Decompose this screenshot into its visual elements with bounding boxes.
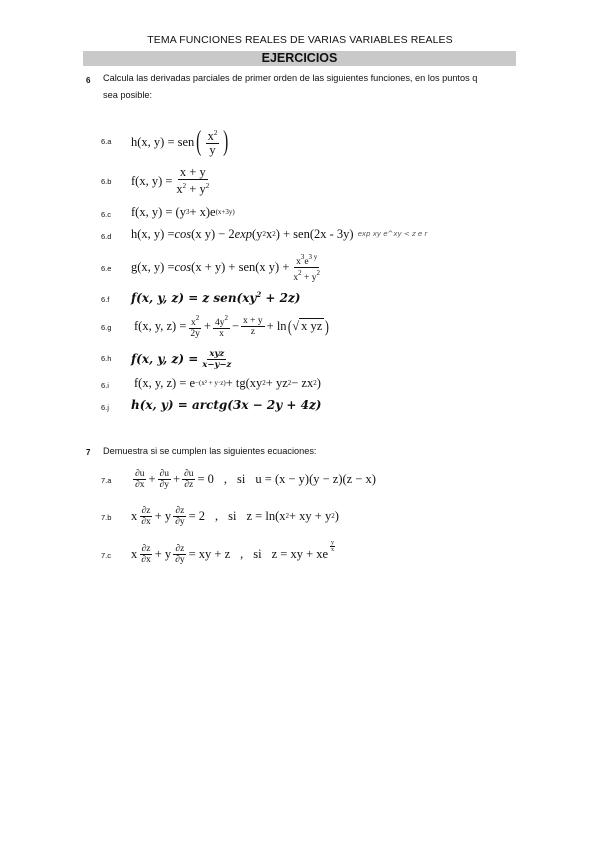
- label-6e: 6.e: [101, 264, 112, 273]
- paren-left: (: [196, 126, 202, 157]
- label-6g: 6.g: [101, 323, 112, 332]
- page-header: TEMA FUNCIONES REALES DE VARIAS VARIABLES REALES: [147, 34, 453, 46]
- paren-right: ): [223, 126, 229, 157]
- equation-7a: $\frac{\partial u}{\partial x}$ + $\frac{\partial u}{\partial y}$ + $\frac{\partial u}{\partial z}$ = 0 , si u = (x − y)(y − z)(z − x): [135, 468, 376, 490]
- label-6f: 6.f: [101, 295, 110, 304]
- equation-7b: x $\frac{\partial z}{\partial x}$ + y $\frac{\partial z}{\partial y}$ = 2 , si z = ln (x 2 + xy + y 2 ): [131, 505, 339, 527]
- label-6b: 6.b: [101, 177, 112, 186]
- equation-6c: f(x, y) = (y 3 + x)e (x+3y): [131, 204, 235, 219]
- exercise-6-prompt: [103, 70, 523, 104]
- exercise-7-number: 7: [86, 448, 91, 457]
- equation-6g: f(x, y, z) = $\frac{x^2}{2y}$ + $\frac{4y^2}{x}$ − $\frac{x + y}{z}$ + ln ( √ x yz ): [134, 314, 330, 339]
- label-7c: 7.c: [101, 551, 112, 560]
- label-6i: 6.i: [101, 381, 109, 390]
- equation-7c: x $\frac{\partial z}{\partial x}$ + y $\frac{\partial z}{\partial y}$ = xy + z , si z = xy + xe $\frac{y}{x}$: [131, 539, 335, 565]
- label-6h: 6.h: [101, 354, 112, 363]
- equation-6f: f(x, y, z) = z $sen(xy^2 + 2z)$: [131, 289, 301, 305]
- fraction: $\frac{x^2}{y}$: [207, 129, 218, 157]
- exercise-7-prompt: Demuestra si se cumplen las siguientes ecuaciones:: [103, 446, 317, 456]
- equation-6j: h(x, y) = arctg(3x − 2y + 4z): [131, 398, 322, 412]
- label-6d: 6.d: [101, 232, 112, 241]
- section-title: EJERCICIOS: [83, 51, 516, 66]
- equation-6h: f(x, y, z) = $\frac{\text{xyz}}{x-y-z}$: [131, 348, 232, 370]
- label-6c: 6.c: [101, 210, 112, 219]
- fraction: $\frac{x + y}{x^2 + y^2}$: [176, 165, 210, 196]
- fraction: $\frac{x^3e^{3 y}}{x^2 + y^2}$: [293, 252, 320, 283]
- label-7b: 7.b: [101, 513, 112, 522]
- exercise-6-prompt-line1: Calcula las derivadas parciales de primer orden de las siguientes funciones, en los puntos q: [103, 73, 478, 83]
- eq-6a-lhs: h(x, y) = sen: [131, 134, 195, 149]
- handwritten-note: exp xy e^xy < z e r: [357, 230, 428, 238]
- exercise-6-prompt-line2: sea posible:: [103, 90, 153, 100]
- label-6a: 6.a: [101, 137, 112, 146]
- equation-6e: g(x, y) = cos (x + y) + sen(x y) + $\frac{x^3e^{3 y}}{x^2 + y^2}$: [131, 252, 320, 283]
- exercise-6-number: 6: [86, 76, 91, 85]
- equation-6a: [131, 124, 231, 160]
- equation-6b: [131, 166, 213, 196]
- label-6j: 6.j: [101, 403, 109, 412]
- equation-6d: h(x, y) = cos (x y) − 2 exp (y 2 x 2 ) + sen(2x - 3y) exp xy e^xy < z e r: [131, 226, 428, 241]
- eq-6b-lhs: f(x, y) =: [131, 173, 173, 188]
- equation-6i: f(x, y, z) = e −(x² + y·z) + tg (xy 2 + yz 2 − zx 2 ): [134, 375, 321, 390]
- label-7a: 7.a: [101, 476, 112, 485]
